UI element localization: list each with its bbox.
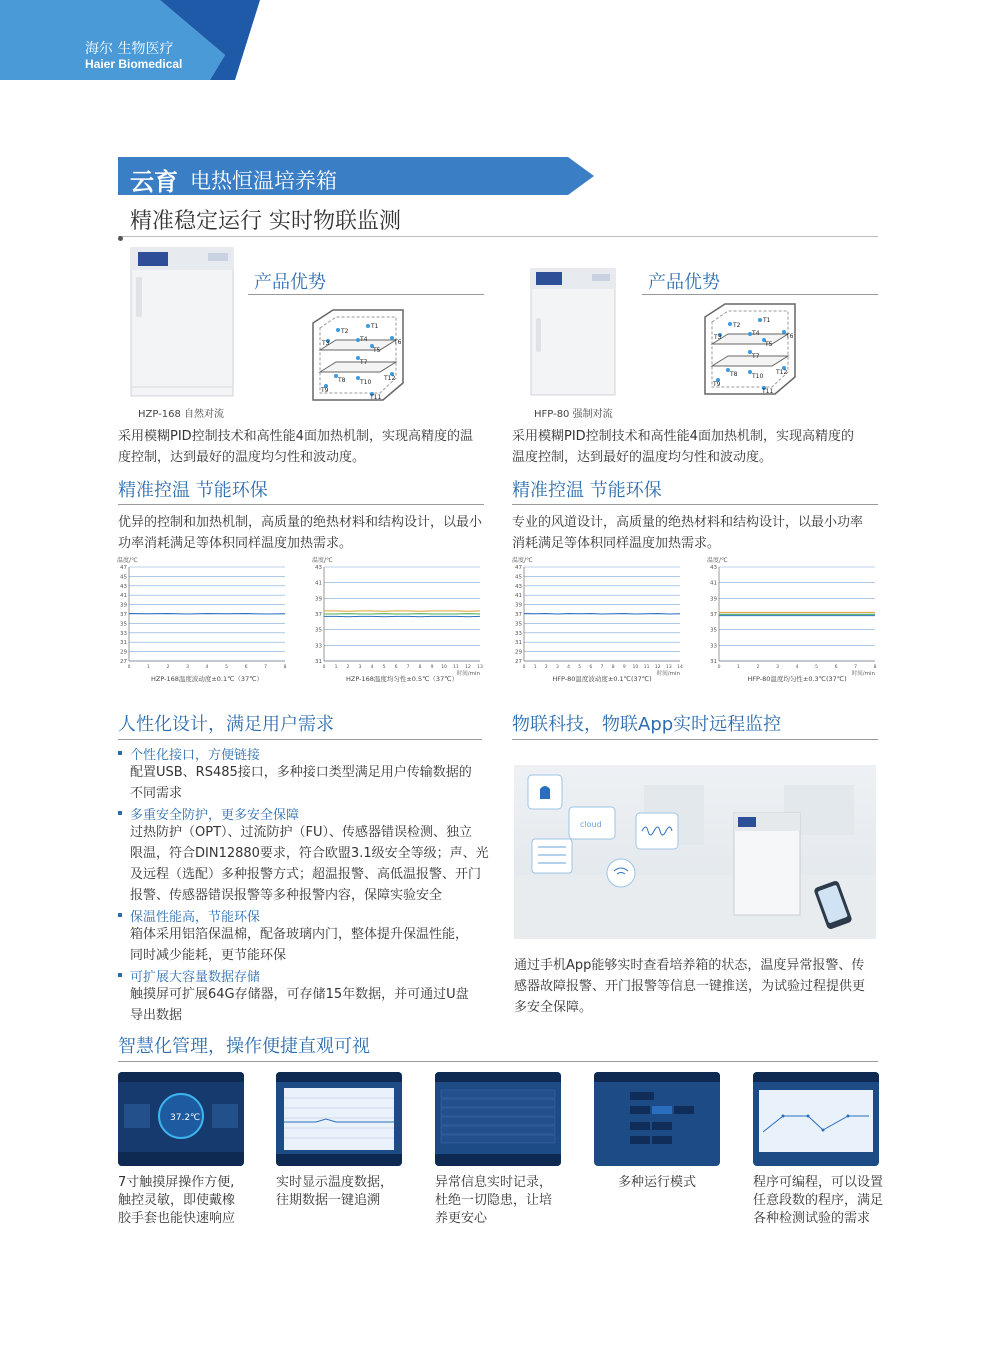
svg-text:T5: T5 — [373, 347, 381, 354]
caption-1-line-1: 7寸触摸屏操作方便, — [118, 1175, 235, 1190]
screen-caption-4 — [594, 1174, 720, 1192]
svg-text:cloud: cloud — [580, 820, 602, 829]
chart-ytick-label: 43 — [515, 583, 522, 590]
chart-ytick-label: 29 — [515, 649, 522, 656]
feature-1-line-2: 不同需求 — [130, 786, 183, 801]
feature-head-3-text: 保温性能高，节能环保 — [130, 910, 261, 925]
caption-3-line-2: 杜绝一切隐患，让培 — [435, 1193, 553, 1208]
screen-temp-readout: 37.2℃ — [170, 1113, 201, 1123]
chart-xtick-label: 1 — [147, 665, 150, 670]
chart-xtick-label: 1 — [737, 665, 740, 670]
feature-head-1-text: 个性化接口，方便链接 — [130, 748, 261, 763]
chart-xtick-label: 4 — [205, 665, 209, 670]
product-name: 电热恒温培养箱 — [190, 169, 337, 193]
chart-xtick-label: 4 — [370, 665, 374, 670]
chart-hfp80-fluctuation — [510, 553, 685, 683]
svg-text:T11: T11 — [370, 394, 382, 401]
svg-text:T5: T5 — [765, 341, 773, 348]
chart-xtick-label: 3 — [186, 665, 189, 670]
svg-text:T4: T4 — [360, 336, 368, 343]
chart-xtick-label: 4 — [567, 665, 571, 670]
right-section-title: 精准控温 节能环保 — [512, 480, 662, 501]
chart-xtick-label: 13 — [665, 665, 672, 670]
chart-ytick-label: 31 — [710, 659, 717, 665]
chart-xtick-label: 3 — [555, 665, 559, 670]
chart-xtick-label: 1 — [533, 665, 537, 670]
bullet-marker — [118, 751, 122, 755]
chart-ytick-label: 37 — [710, 612, 717, 618]
tagline-dot — [118, 236, 123, 241]
feature-1-line-1: 配置USB、RS485接口，多种接口类型满足用户传输数据的 — [130, 765, 472, 780]
svg-text:T7: T7 — [360, 359, 368, 366]
feature-head-2 — [118, 804, 498, 822]
chart-xtick-label: 5 — [382, 665, 386, 670]
chart-ytick-label: 37 — [315, 612, 322, 618]
humanized-divider — [118, 739, 482, 740]
left-model-caption: HZP-168 自然对流 — [138, 409, 225, 420]
chart-xtick-label: 6 — [244, 665, 248, 670]
iot-text-line-1: 通过手机App能够实时查看培养箱的状态，温度异常报警、传 — [514, 958, 865, 973]
svg-text:T7: T7 — [752, 353, 760, 360]
chart-ylabel: 温度/℃ — [312, 557, 333, 564]
chart-xtick-label: 1 — [334, 665, 338, 670]
screen-caption-5 — [753, 1174, 893, 1228]
left-advantage-title: 产品优势 — [254, 272, 326, 293]
feature-body-1 — [118, 762, 498, 804]
svg-text:T6: T6 — [394, 339, 402, 346]
chart-ytick-label: 47 — [120, 565, 127, 571]
chart-xtick-label: 8 — [873, 665, 877, 670]
feature-4-line-1: 触摸屏可扩展64G存储器，可存储15年数据，并可通过U盘 — [130, 987, 469, 1002]
iot-text — [514, 955, 886, 1018]
chart-ytick-label: 33 — [515, 630, 522, 637]
svg-text:T1: T1 — [763, 317, 771, 324]
chart-xtick-label: 0 — [322, 665, 326, 670]
svg-text:T12: T12 — [384, 375, 396, 382]
svg-text:T4: T4 — [752, 330, 760, 337]
chart-xtick-label: 11 — [453, 665, 459, 670]
caption-2-line-2: 往期数据一键追溯 — [276, 1193, 381, 1208]
chart-xtick-label: 9 — [622, 665, 626, 670]
chart-ytick-label: 39 — [120, 602, 127, 609]
svg-text:T9: T9 — [713, 381, 721, 388]
chart-xtick-label: 11 — [643, 665, 650, 670]
caption-5-line-1: 程序可编程，可以设置 — [753, 1175, 884, 1190]
chart-xtick-label: 5 — [225, 665, 228, 670]
feature-3-line-1: 箱体采用铝箔保温棉，配备玻璃内门，整体提升保温性能， — [130, 927, 469, 942]
feature-4-line-2: 导出数据 — [130, 1008, 183, 1023]
left-section-line-2: 功率消耗满足等体积同样温度加热需求。 — [118, 536, 353, 551]
left-section-divider — [118, 504, 484, 505]
run-mode-screen-image — [594, 1072, 720, 1166]
feature-2-line-1: 过热防护（OPT）、过流防护（FU）、传感器错误检测、独立 — [130, 825, 473, 840]
chart-ytick-label: 39 — [710, 596, 717, 603]
svg-text:T1: T1 — [371, 323, 379, 330]
bullet-marker — [118, 811, 122, 815]
svg-text:T2: T2 — [341, 328, 349, 335]
left-intro-line-1: 采用模糊PID控制技术和高性能4面加热机制，实现高精度的温 — [118, 429, 473, 444]
chart-xlabel: 时间/min — [851, 671, 875, 677]
chart-xtick-label: 0 — [717, 665, 721, 670]
left-section-title: 精准控温 节能环保 — [118, 480, 268, 501]
caption-3-line-1: 异常信息实时记录， — [435, 1175, 553, 1190]
chart-ytick-label: 37 — [120, 612, 127, 618]
chart-ytick-label: 33 — [315, 643, 322, 650]
chart-xlabel: 时间/min — [656, 671, 680, 677]
chart-xtick-label: 5 — [815, 665, 818, 670]
caption-4-line-1: 多种运行模式 — [617, 1175, 696, 1190]
chart-ytick-label: 27 — [515, 659, 522, 665]
chart-xtick-label: 0 — [127, 665, 131, 670]
chart-xtick-label: 2 — [166, 665, 170, 670]
chart-ytick-label: 35 — [515, 621, 522, 628]
chart-xtick-label: 3 — [776, 665, 779, 670]
tagline-divider — [118, 236, 878, 237]
feature-2-line-2: 限温，符合DIN12880要求，符合欧盟3.1级安全等级；声、光 — [130, 846, 489, 861]
feature-body-2 — [118, 822, 498, 906]
chart-xtick-label: 10 — [441, 665, 447, 670]
chart-ytick-label: 35 — [315, 627, 322, 634]
iot-text-line-3: 多安全保障。 — [514, 1000, 593, 1015]
chart-title: HFP-80温度波动度±0.1℃(37℃) — [552, 675, 652, 683]
chart-ytick-label: 31 — [315, 659, 322, 665]
caption-1-line-3: 胶手套也能快速响应 — [118, 1211, 236, 1226]
chart-xtick-label: 10 — [632, 665, 639, 670]
chart-xtick-label: 6 — [589, 665, 593, 670]
right-model-caption: HFP-80 强制对流 — [534, 409, 613, 420]
feature-head-1 — [118, 744, 498, 762]
right-section-text — [512, 512, 892, 554]
svg-text:T9: T9 — [321, 387, 329, 394]
chart-xtick-label: 7 — [600, 665, 604, 670]
feature-2-line-4: 报警、传感器错误报警等多种报警内容，保障实验安全 — [130, 888, 443, 903]
right-intro — [512, 426, 892, 468]
svg-text:T6: T6 — [786, 333, 794, 340]
chart-xtick-label: 2 — [346, 665, 350, 670]
right-section-line-2: 消耗满足等体积同样温度加热需求。 — [512, 536, 721, 551]
svg-text:T3: T3 — [714, 334, 722, 341]
hzp-168-cabinet-image — [130, 247, 234, 397]
svg-text:T11: T11 — [762, 388, 774, 395]
chart-xtick-label: 13 — [477, 665, 483, 670]
caption-5-line-2: 任意段数的程序，满足 — [753, 1193, 884, 1208]
chart-xtick-label: 2 — [756, 665, 760, 670]
tagline: 精准稳定运行 实时物联监测 — [130, 209, 401, 234]
chart-xtick-label: 9 — [430, 665, 434, 670]
svg-text:T12: T12 — [776, 369, 788, 376]
chart-xtick-label: 8 — [611, 665, 615, 670]
feature-3-line-2: 同时减少能耗，更节能环保 — [130, 948, 287, 963]
brand-word: 云育 — [130, 168, 178, 196]
right-chamber-diagram — [700, 302, 800, 396]
chart-xtick-label: 12 — [465, 665, 471, 670]
chart-xtick-label: 8 — [418, 665, 422, 670]
left-chamber-diagram — [308, 308, 408, 402]
svg-text:T10: T10 — [752, 373, 764, 380]
chart-title: HFP-80温度均匀性±0.3℃(37℃) — [747, 675, 847, 683]
chart-ytick-label: 41 — [710, 580, 717, 587]
chart-ytick-label: 43 — [315, 565, 322, 571]
alarm-log-screen-image — [435, 1072, 561, 1166]
chart-ytick-label: 41 — [515, 593, 522, 600]
chart-title: HZP-168温度波动度±0.1℃（37℃） — [150, 675, 264, 683]
caption-3-line-3: 养更安心 — [435, 1211, 488, 1226]
chart-xtick-label: 2 — [544, 665, 548, 670]
left-advantage-divider — [248, 294, 484, 295]
chart-xtick-label: 12 — [654, 665, 661, 670]
chart-xtick-label: 8 — [283, 665, 287, 670]
chart-xlabel: 时间/min — [456, 671, 480, 677]
svg-text:T2: T2 — [733, 322, 741, 329]
brand-logo-en: Haier Biomedical — [85, 57, 183, 71]
screen-caption-3 — [435, 1174, 575, 1228]
left-intro-line-2: 度控制，达到最好的温度均匀性和波动度。 — [118, 450, 366, 465]
feature-2-line-3: 及远程（选配）多种报警方式；超温报警、高低温报警、开门 — [130, 867, 482, 882]
humanized-title: 人性化设计，满足用户需求 — [118, 714, 334, 735]
chart-ylabel: 温度/℃ — [512, 557, 533, 564]
svg-text:T10: T10 — [360, 379, 372, 386]
iot-divider — [512, 739, 878, 740]
right-intro-line-2: 温度控制，达到最好的温度均匀性和波动度。 — [512, 450, 773, 465]
chart-ytick-label: 33 — [120, 630, 127, 637]
chart-ytick-label: 47 — [515, 565, 522, 571]
chart-ytick-label: 31 — [120, 640, 127, 647]
chart-hzp168-uniformity — [310, 553, 485, 683]
smart-title: 智慧化管理，操作便捷直观可视 — [118, 1036, 370, 1057]
chart-xtick-label: 4 — [795, 665, 799, 670]
svg-text:T8: T8 — [730, 371, 738, 378]
chart-ytick-label: 33 — [710, 643, 717, 650]
screen-caption-2 — [276, 1174, 416, 1210]
bullet-marker — [118, 913, 122, 917]
chart-ytick-label: 27 — [120, 659, 127, 665]
chart-ytick-label: 37 — [515, 612, 522, 618]
chart-ylabel: 温度/℃ — [117, 557, 138, 564]
chart-hzp168-fluctuation — [115, 553, 290, 683]
chart-ytick-label: 29 — [120, 649, 127, 656]
feature-body-4 — [118, 984, 498, 1026]
chart-ytick-label: 39 — [315, 596, 322, 603]
chart-xtick-label: 7 — [406, 665, 410, 670]
chart-ytick-label: 43 — [710, 565, 717, 571]
chart-ytick-label: 41 — [120, 593, 127, 600]
chart-ytick-label: 35 — [710, 627, 717, 634]
svg-text:T3: T3 — [322, 340, 330, 347]
bullet-marker — [118, 973, 122, 977]
chart-xtick-label: 0 — [522, 665, 526, 670]
iot-title: 物联科技，物联App实时远程监控 — [512, 714, 782, 735]
chart-ytick-label: 45 — [515, 574, 522, 581]
chart-ytick-label: 43 — [120, 583, 127, 590]
iot-text-line-2: 感器故障报警、开门报警等信息一键推送，为试验过程提供更 — [514, 979, 866, 994]
touchscreen-home-image — [118, 1072, 244, 1166]
chart-title: HZP-168温度均匀性±0.5℃（37℃） — [345, 675, 459, 683]
program-setting-screen-image — [753, 1072, 879, 1166]
svg-text:T8: T8 — [338, 377, 346, 384]
chart-xtick-label: 6 — [394, 665, 398, 670]
chart-ytick-label: 39 — [515, 602, 522, 609]
chart-xtick-label: 14 — [677, 665, 683, 670]
right-intro-line-1: 采用模糊PID控制技术和高性能4面加热机制，实现高精度的 — [512, 429, 854, 444]
smart-divider — [118, 1061, 878, 1062]
chart-ytick-label: 45 — [120, 574, 127, 581]
chart-ytick-label: 41 — [315, 580, 322, 587]
right-section-divider — [512, 504, 878, 505]
chart-ytick-label: 35 — [120, 621, 127, 628]
caption-1-line-2: 触控灵敏，即使戴橡 — [118, 1193, 236, 1208]
left-section-text — [118, 512, 498, 554]
chart-xtick-label: 3 — [358, 665, 362, 670]
left-intro — [118, 426, 498, 468]
chart-ylabel: 温度/℃ — [707, 557, 728, 564]
feature-body-3 — [118, 924, 498, 966]
right-advantage-divider — [642, 294, 878, 295]
feature-head-4-text: 可扩展大容量数据存储 — [130, 970, 261, 985]
right-advantage-title: 产品优势 — [648, 272, 720, 293]
feature-head-3 — [118, 906, 498, 924]
left-section-line-1: 优异的控制和加热机制，高质量的绝热材料和结构设计，以最小 — [118, 515, 483, 530]
feature-head-2-text: 多重安全防护，更多安全保障 — [130, 808, 300, 823]
chart-xtick-label: 6 — [834, 665, 838, 670]
iot-lab-illustration — [514, 765, 876, 939]
brand-logo-cn: 海尔 生物医疗 — [85, 41, 174, 57]
chart-xtick-label: 7 — [854, 665, 857, 670]
chart-ytick-label: 31 — [515, 640, 522, 647]
screen-caption-1 — [118, 1174, 258, 1228]
hfp-80-cabinet-image — [530, 268, 616, 396]
humanized-list — [118, 744, 498, 1026]
caption-5-line-3: 各种检测试验的需求 — [753, 1211, 871, 1226]
temperature-curve-screen-image — [276, 1072, 402, 1166]
feature-head-4 — [118, 966, 498, 984]
caption-2-line-1: 实时显示温度数据， — [276, 1175, 394, 1190]
chart-xtick-label: 5 — [578, 665, 582, 670]
chart-xtick-label: 7 — [264, 665, 267, 670]
right-section-line-1: 专业的风道设计，高质量的绝热材料和结构设计，以最小功率 — [512, 515, 864, 530]
chart-hfp80-uniformity — [705, 553, 880, 683]
